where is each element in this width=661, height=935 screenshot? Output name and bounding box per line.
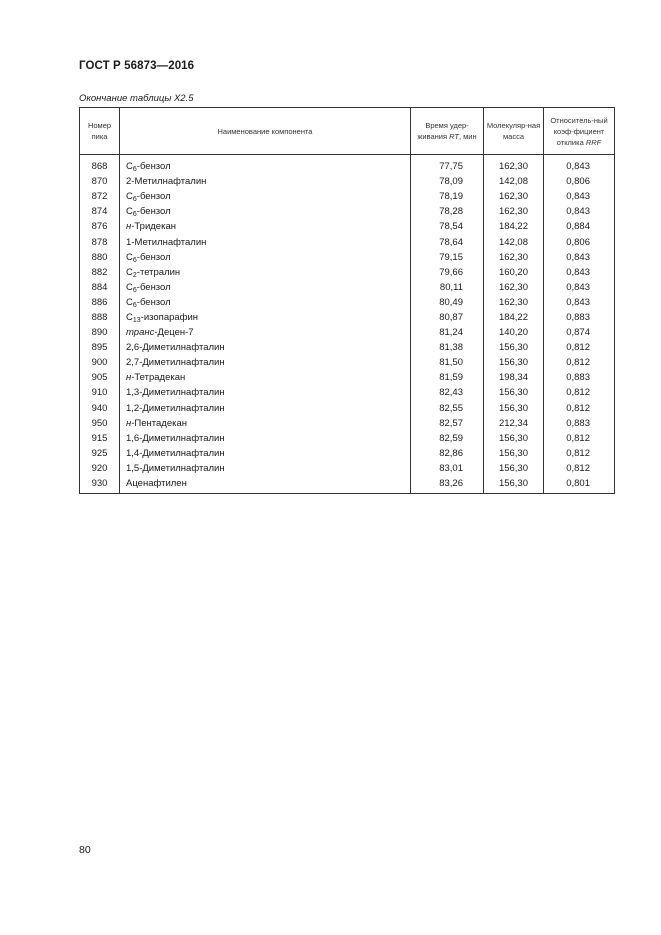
- component-name-suffix: -бензол: [136, 251, 171, 263]
- component-name-suffix: -бензол: [136, 206, 171, 218]
- component-name-subscript: 6: [132, 166, 137, 174]
- cell-retention-time: 78,54: [411, 219, 484, 234]
- cell-retention-time: 83,26: [411, 476, 484, 494]
- component-name-prefix: C: [126, 251, 133, 263]
- cell-response-factor: 0,883: [544, 370, 615, 385]
- component-name-prefix: C: [126, 206, 133, 218]
- table-row: [80, 355, 615, 370]
- cell-peak-number: 886: [80, 295, 120, 310]
- component-name-prefix: C: [126, 266, 133, 278]
- table-header-row: [80, 108, 615, 155]
- component-name-suffix: -тетралин: [136, 266, 181, 278]
- component-name-prefix: транс-: [126, 327, 158, 339]
- component-name-prefix: 1,3-Диметилнафталин: [126, 387, 225, 399]
- cell-component-name: [120, 325, 411, 340]
- cell-component-name: [120, 401, 411, 416]
- component-name-prefix: 2-Метилнафталин: [126, 176, 207, 188]
- cell-retention-time: 81,50: [411, 355, 484, 370]
- cell-molecular-mass: 140,20: [484, 325, 544, 340]
- cell-molecular-mass: 184,22: [484, 219, 544, 234]
- cell-molecular-mass: 156,30: [484, 431, 544, 446]
- cell-retention-time: 78,19: [411, 189, 484, 204]
- cell-peak-number: 870: [80, 174, 120, 189]
- cell-peak-number: 895: [80, 340, 120, 355]
- table-row: [80, 416, 615, 431]
- cell-component-name: [120, 250, 411, 265]
- component-name-prefix: н-: [126, 372, 135, 384]
- cell-component-name: [120, 280, 411, 295]
- cell-response-factor: 0,812: [544, 431, 615, 446]
- cell-peak-number: 872: [80, 189, 120, 204]
- cell-component-name: [120, 385, 411, 400]
- cell-retention-time: 79,66: [411, 265, 484, 280]
- cell-molecular-mass: 160,20: [484, 265, 544, 280]
- cell-molecular-mass: 212,34: [484, 416, 544, 431]
- component-name-subscript: 2: [132, 271, 137, 279]
- cell-peak-number: 888: [80, 310, 120, 325]
- table-row: [80, 461, 615, 476]
- cell-response-factor: 0,843: [544, 280, 615, 295]
- cell-molecular-mass: 184,22: [484, 310, 544, 325]
- cell-molecular-mass: 156,30: [484, 476, 544, 494]
- cell-response-factor: 0,812: [544, 340, 615, 355]
- cell-component-name: [120, 355, 411, 370]
- cell-peak-number: 950: [80, 416, 120, 431]
- table-row: [80, 476, 615, 494]
- cell-retention-time: 81,24: [411, 325, 484, 340]
- cell-molecular-mass: 156,30: [484, 340, 544, 355]
- cell-retention-time: 82,57: [411, 416, 484, 431]
- component-name-suffix: Тетрадекан: [134, 372, 186, 384]
- cell-response-factor: 0,843: [544, 189, 615, 204]
- component-name-prefix: 2,6-Диметилнафталин: [126, 342, 225, 354]
- cell-peak-number: 920: [80, 461, 120, 476]
- table-row: [80, 204, 615, 219]
- component-name-prefix: C: [126, 191, 133, 203]
- cell-response-factor: 0,843: [544, 250, 615, 265]
- table-row: [80, 446, 615, 461]
- component-name-prefix: 1,2-Диметилнафталин: [126, 402, 225, 414]
- cell-peak-number: 878: [80, 234, 120, 249]
- cell-component-name: [120, 476, 411, 494]
- component-name-prefix: 1,5-Диметилнафталин: [126, 462, 225, 474]
- component-name-subscript: 6: [132, 256, 137, 264]
- cell-peak-number: 905: [80, 370, 120, 385]
- cell-retention-time: 79,15: [411, 250, 484, 265]
- cell-molecular-mass: 156,30: [484, 355, 544, 370]
- cell-molecular-mass: 162,30: [484, 204, 544, 219]
- table-row: [80, 250, 615, 265]
- cell-molecular-mass: 156,30: [484, 446, 544, 461]
- cell-retention-time: 78,64: [411, 234, 484, 249]
- header-retention-time: Время удер-живания RT, мин: [411, 108, 484, 155]
- cell-molecular-mass: 162,30: [484, 295, 544, 310]
- component-name-suffix: -бензол: [136, 161, 171, 173]
- component-name-prefix: 1,6-Диметилнафталин: [126, 432, 225, 444]
- cell-molecular-mass: 162,30: [484, 280, 544, 295]
- table-row: [80, 340, 615, 355]
- cell-response-factor: 0,812: [544, 385, 615, 400]
- cell-response-factor: 0,801: [544, 476, 615, 494]
- header-response-factor: Относитель-ный коэф-фициент отклика RRF: [544, 108, 615, 155]
- component-name-prefix: C: [126, 161, 133, 173]
- cell-peak-number: 876: [80, 219, 120, 234]
- cell-retention-time: 80,87: [411, 310, 484, 325]
- table-row: [80, 155, 615, 175]
- table-caption: Окончание таблицы X2.5: [79, 93, 194, 104]
- component-name-subscript: 6: [132, 211, 137, 219]
- table-row: [80, 370, 615, 385]
- cell-response-factor: 0,843: [544, 265, 615, 280]
- component-name-prefix: C: [126, 311, 133, 323]
- page-number: 80: [79, 844, 91, 856]
- cell-component-name: [120, 340, 411, 355]
- component-name-subscript: 6: [132, 301, 137, 309]
- table-row: [80, 325, 615, 340]
- table-row: [80, 189, 615, 204]
- cell-component-name: [120, 265, 411, 280]
- cell-peak-number: 882: [80, 265, 120, 280]
- cell-peak-number: 930: [80, 476, 120, 494]
- component-name-prefix: Аценафтилен: [126, 478, 187, 490]
- cell-molecular-mass: 156,30: [484, 461, 544, 476]
- component-name-prefix: 1-Метилнафталин: [126, 236, 207, 248]
- component-name-subscript: 6: [132, 286, 137, 294]
- cell-component-name: [120, 155, 411, 175]
- cell-component-name: [120, 234, 411, 249]
- cell-molecular-mass: 142,08: [484, 234, 544, 249]
- document-title: ГОСТ Р 56873—2016: [79, 60, 195, 72]
- cell-response-factor: 0,812: [544, 461, 615, 476]
- cell-component-name: [120, 174, 411, 189]
- component-name-suffix: -изопарафин: [140, 311, 199, 323]
- cell-retention-time: 82,55: [411, 401, 484, 416]
- table-row: [80, 295, 615, 310]
- cell-molecular-mass: 156,30: [484, 385, 544, 400]
- cell-peak-number: 874: [80, 204, 120, 219]
- table-row: [80, 401, 615, 416]
- cell-response-factor: 0,874: [544, 325, 615, 340]
- cell-retention-time: 78,28: [411, 204, 484, 219]
- table-row: [80, 431, 615, 446]
- component-name-suffix: Пентадекан: [134, 417, 188, 429]
- cell-component-name: [120, 295, 411, 310]
- cell-molecular-mass: 162,30: [484, 250, 544, 265]
- table-row: [80, 219, 615, 234]
- cell-component-name: [120, 461, 411, 476]
- table-row: [80, 234, 615, 249]
- cell-retention-time: 82,86: [411, 446, 484, 461]
- cell-molecular-mass: 156,30: [484, 401, 544, 416]
- component-name-prefix: 2,7-Диметилнафталин: [126, 357, 225, 369]
- component-name-suffix: Тридекан: [134, 221, 176, 233]
- table-row: [80, 280, 615, 295]
- cell-retention-time: 81,59: [411, 370, 484, 385]
- cell-component-name: [120, 310, 411, 325]
- cell-response-factor: 0,883: [544, 310, 615, 325]
- cell-response-factor: 0,806: [544, 234, 615, 249]
- component-name-prefix: C: [126, 281, 133, 293]
- cell-retention-time: 80,11: [411, 280, 484, 295]
- cell-peak-number: 880: [80, 250, 120, 265]
- cell-molecular-mass: 142,08: [484, 174, 544, 189]
- header-component-name: Наименование компонента: [120, 108, 411, 155]
- cell-retention-time: 78,09: [411, 174, 484, 189]
- table-row: [80, 265, 615, 280]
- cell-component-name: [120, 204, 411, 219]
- cell-component-name: [120, 219, 411, 234]
- table-body: [80, 155, 615, 494]
- cell-peak-number: 910: [80, 385, 120, 400]
- component-name-prefix: C: [126, 296, 133, 308]
- cell-response-factor: 0,812: [544, 355, 615, 370]
- cell-peak-number: 915: [80, 431, 120, 446]
- cell-component-name: [120, 431, 411, 446]
- component-name-prefix: н-: [126, 417, 135, 429]
- cell-peak-number: 890: [80, 325, 120, 340]
- header-molecular-mass: Молекуляр-ная масса: [484, 108, 544, 155]
- component-name-subscript: 13: [132, 316, 141, 324]
- cell-response-factor: 0,812: [544, 446, 615, 461]
- cell-retention-time: 77,75: [411, 155, 484, 175]
- cell-response-factor: 0,884: [544, 219, 615, 234]
- table-row: [80, 174, 615, 189]
- cell-retention-time: 81,38: [411, 340, 484, 355]
- component-name-subscript: 6: [132, 196, 137, 204]
- cell-component-name: [120, 189, 411, 204]
- cell-peak-number: 925: [80, 446, 120, 461]
- table-row: [80, 310, 615, 325]
- component-name-prefix: н-: [126, 221, 135, 233]
- cell-retention-time: 82,59: [411, 431, 484, 446]
- component-name-suffix: -бензол: [136, 296, 171, 308]
- cell-response-factor: 0,843: [544, 204, 615, 219]
- cell-response-factor: 0,812: [544, 401, 615, 416]
- header-peak-number: Номер пика: [80, 108, 120, 155]
- cell-response-factor: 0,843: [544, 295, 615, 310]
- cell-response-factor: 0,806: [544, 174, 615, 189]
- cell-peak-number: 884: [80, 280, 120, 295]
- cell-component-name: [120, 416, 411, 431]
- cell-response-factor: 0,843: [544, 155, 615, 175]
- cell-peak-number: 940: [80, 401, 120, 416]
- cell-molecular-mass: 162,30: [484, 189, 544, 204]
- cell-molecular-mass: 198,34: [484, 370, 544, 385]
- table-row: [80, 385, 615, 400]
- cell-retention-time: 80,49: [411, 295, 484, 310]
- cell-peak-number: 900: [80, 355, 120, 370]
- cell-component-name: [120, 446, 411, 461]
- cell-component-name: [120, 370, 411, 385]
- component-name-suffix: -бензол: [136, 191, 171, 203]
- component-name-suffix: Децен-7: [157, 327, 194, 339]
- cell-response-factor: 0,883: [544, 416, 615, 431]
- component-name-prefix: 1,4-Диметилнафталин: [126, 447, 225, 459]
- components-table: [79, 107, 615, 494]
- cell-peak-number: 868: [80, 155, 120, 175]
- cell-retention-time: 83,01: [411, 461, 484, 476]
- cell-retention-time: 82,43: [411, 385, 484, 400]
- cell-molecular-mass: 162,30: [484, 155, 544, 175]
- component-name-suffix: -бензол: [136, 281, 171, 293]
